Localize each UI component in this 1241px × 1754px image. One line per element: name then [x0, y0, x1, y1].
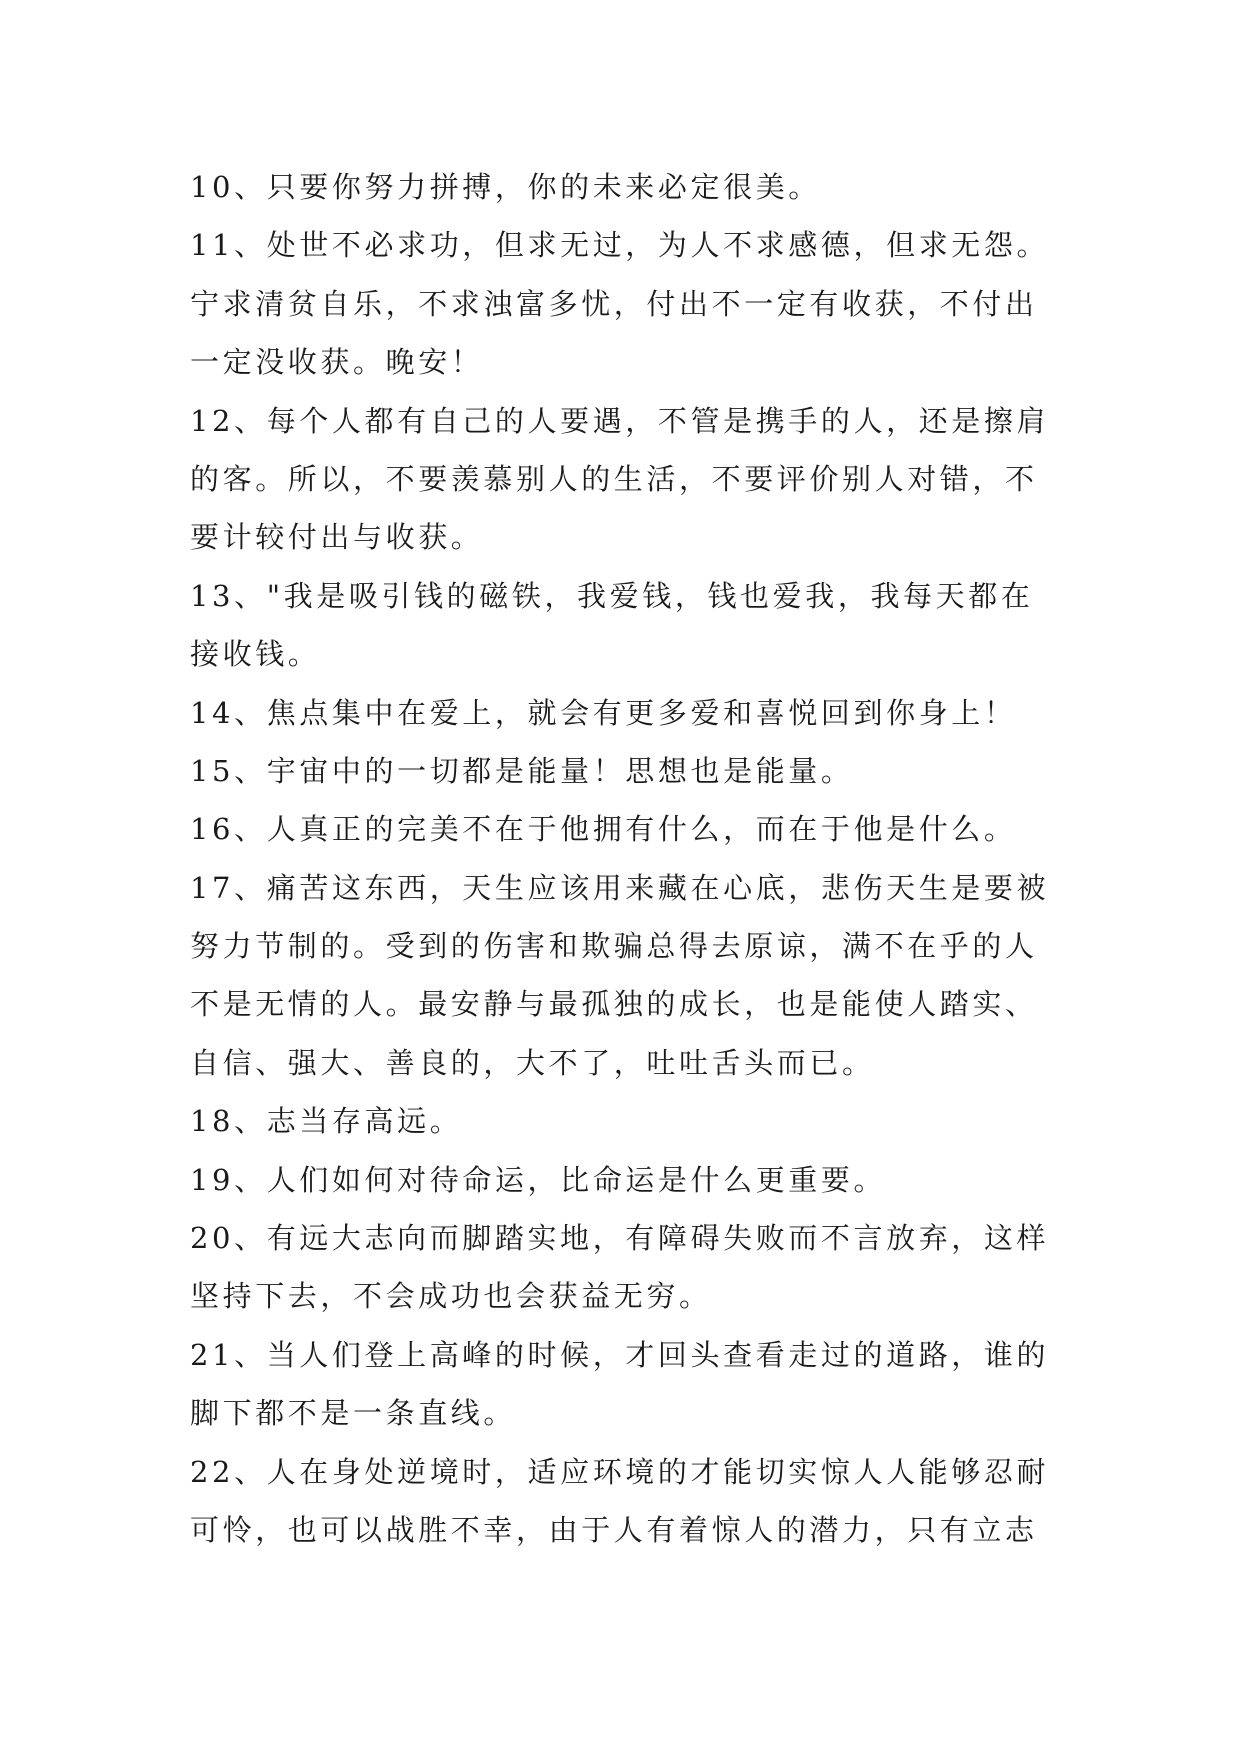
text-line: 17、痛苦这东西，天生应该用来藏在心底，悲伤天生是要被 [190, 870, 1050, 905]
text-line: 宁求清贫自乐，不求浊富多忧，付出不一定有收获，不付出 [190, 286, 1038, 321]
text-line: 的客。所以，不要羡慕别人的生活，不要评价别人对错，不 [190, 461, 1038, 496]
text-line: 21、当人们登上高峰的时候，才回头查看走过的道路，谁的 [190, 1337, 1050, 1372]
text-line: 坚持下去，不会成功也会获益无穷。 [190, 1279, 712, 1314]
text-line: 要计较付出与收获。 [190, 520, 484, 555]
text-line: 22、人在身处逆境时，适应环境的才能切实惊人人能够忍耐 [190, 1454, 1050, 1489]
text-line: 12、每个人都有自己的人要遇，不管是携手的人，还是擦肩 [190, 403, 1050, 438]
text-line: 18、志当存高远。 [190, 1104, 463, 1139]
text-line: 11、处世不必求功，但求无过，为人不求感德，但求无怨。 [190, 228, 1050, 263]
document-body [190, 158, 1090, 1559]
text-line: 接收钱。 [190, 637, 321, 672]
text-line: 努力节制的。受到的伤害和欺骗总得去原谅，满不在乎的人 [190, 929, 1038, 964]
text-line: 13、"我是吸引钱的磁铁，我爱钱，钱也爱我，我每天都在 [190, 578, 1034, 613]
text-line: 可怜，也可以战胜不幸，由于人有着惊人的潜力，只有立志 [190, 1512, 1038, 1547]
text-line: 20、有远大志向而脚踏实地，有障碍失败而不言放弃，这样 [190, 1221, 1050, 1256]
text-line: 10、只要你努力拼搏，你的未来必定很美。 [190, 170, 821, 204]
text-line: 14、焦点集中在爱上，就会有更多爱和喜悦回到你身上！ [190, 695, 1017, 730]
text-line: 15、宇宙中的一切都是能量！思想也是能量。 [190, 753, 854, 788]
text-line: 不是无情的人。最安静与最孤独的成长，也是能使人踏实、 [190, 987, 1038, 1022]
text-line: 自信、强大、善良的，大不了，吐吐舌头而已。 [190, 1045, 875, 1080]
text-line: 脚下都不是一条直线。 [190, 1396, 517, 1431]
text-line: 一定没收获。晚安！ [190, 345, 484, 380]
text-line: 16、人真正的完美不在于他拥有什么，而在于他是什么。 [190, 812, 1017, 847]
text-line: 19、人们如何对待命运，比命运是什么更重要。 [190, 1162, 887, 1197]
